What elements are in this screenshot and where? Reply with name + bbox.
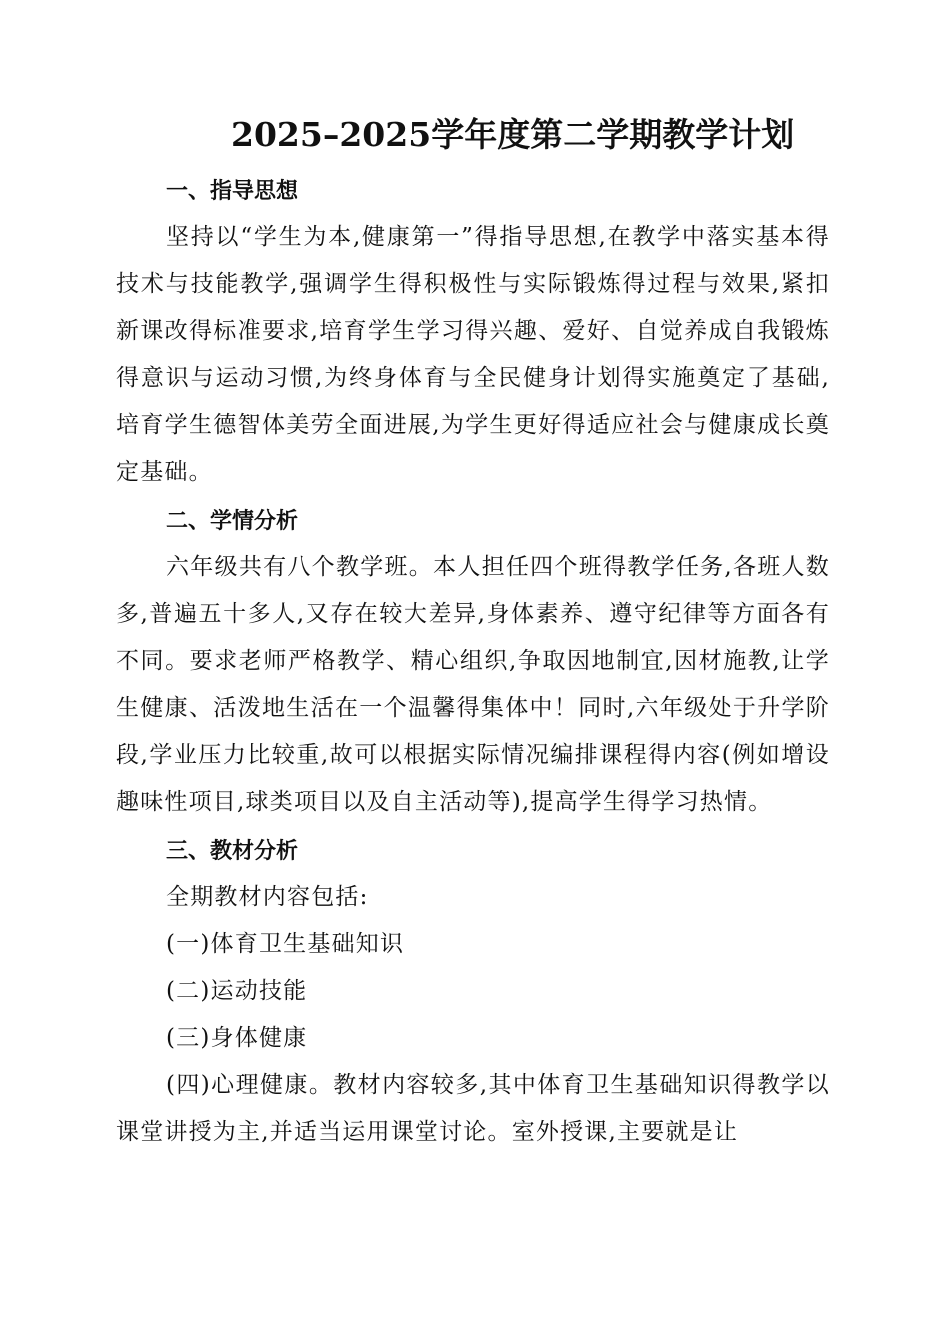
section-heading-textbook-analysis: 三、教材分析 [166,839,299,864]
paragraph-student-analysis: 六年级共有八个教学班。本人担任四个班得教学任务,各班人数多,普遍五十多人,又存在较大差异,身体素养、遵守纪律等方面各有不同。要求老师严格教学、精心组织,争取因地制宜,因材施教,让学生健康、活泼地生活在一个温馨得集体中！同时,六年级处于升学阶段,学业压力比较重,故可以根据实际情况编排课程得内容(例如增设趣味性项目,球类项目以及自主活动等),提高学生得学习热情。 [116,554,830,815]
section-guiding-ideology [116,170,830,496]
section-heading-student-analysis: 二、学情分析 [166,509,299,534]
paragraph-guiding-ideology: 坚持以“学生为本,健康第一”得指导思想,在教学中落实基本得技术与技能教学,强调学生得积极性与实际锻炼得过程与效果,紧扣新课改得标准要求,培育学生学习得兴趣、爱好、自觉养成自我锻炼得意识与运动习惯,为终身体育与全民健身计划得实施奠定了基础,培育学生德智体美劳全面进展,为学生更好得适应社会与健康成长奠定基础。 [116,224,830,485]
paragraph-textbook-closing: (四)心理健康。教材内容较多,其中体育卫生基础知识得教学以课堂讲授为主,并适当运用课堂讨论。室外授课,主要就是让 [116,1072,830,1145]
section-student-analysis [116,500,830,826]
list-item: (二)运动技能 [166,978,308,1004]
list-item: (一)体育卫生基础知识 [166,931,405,957]
textbook-intro: 全期教材内容包括: [166,884,369,910]
section-heading-guiding-ideology: 一、指导思想 [166,179,299,204]
section-textbook-analysis [116,830,830,1156]
document-title: 2025–2025学年度第二学期教学计划 [231,115,795,154]
list-item: (三)身体健康 [166,1025,308,1051]
